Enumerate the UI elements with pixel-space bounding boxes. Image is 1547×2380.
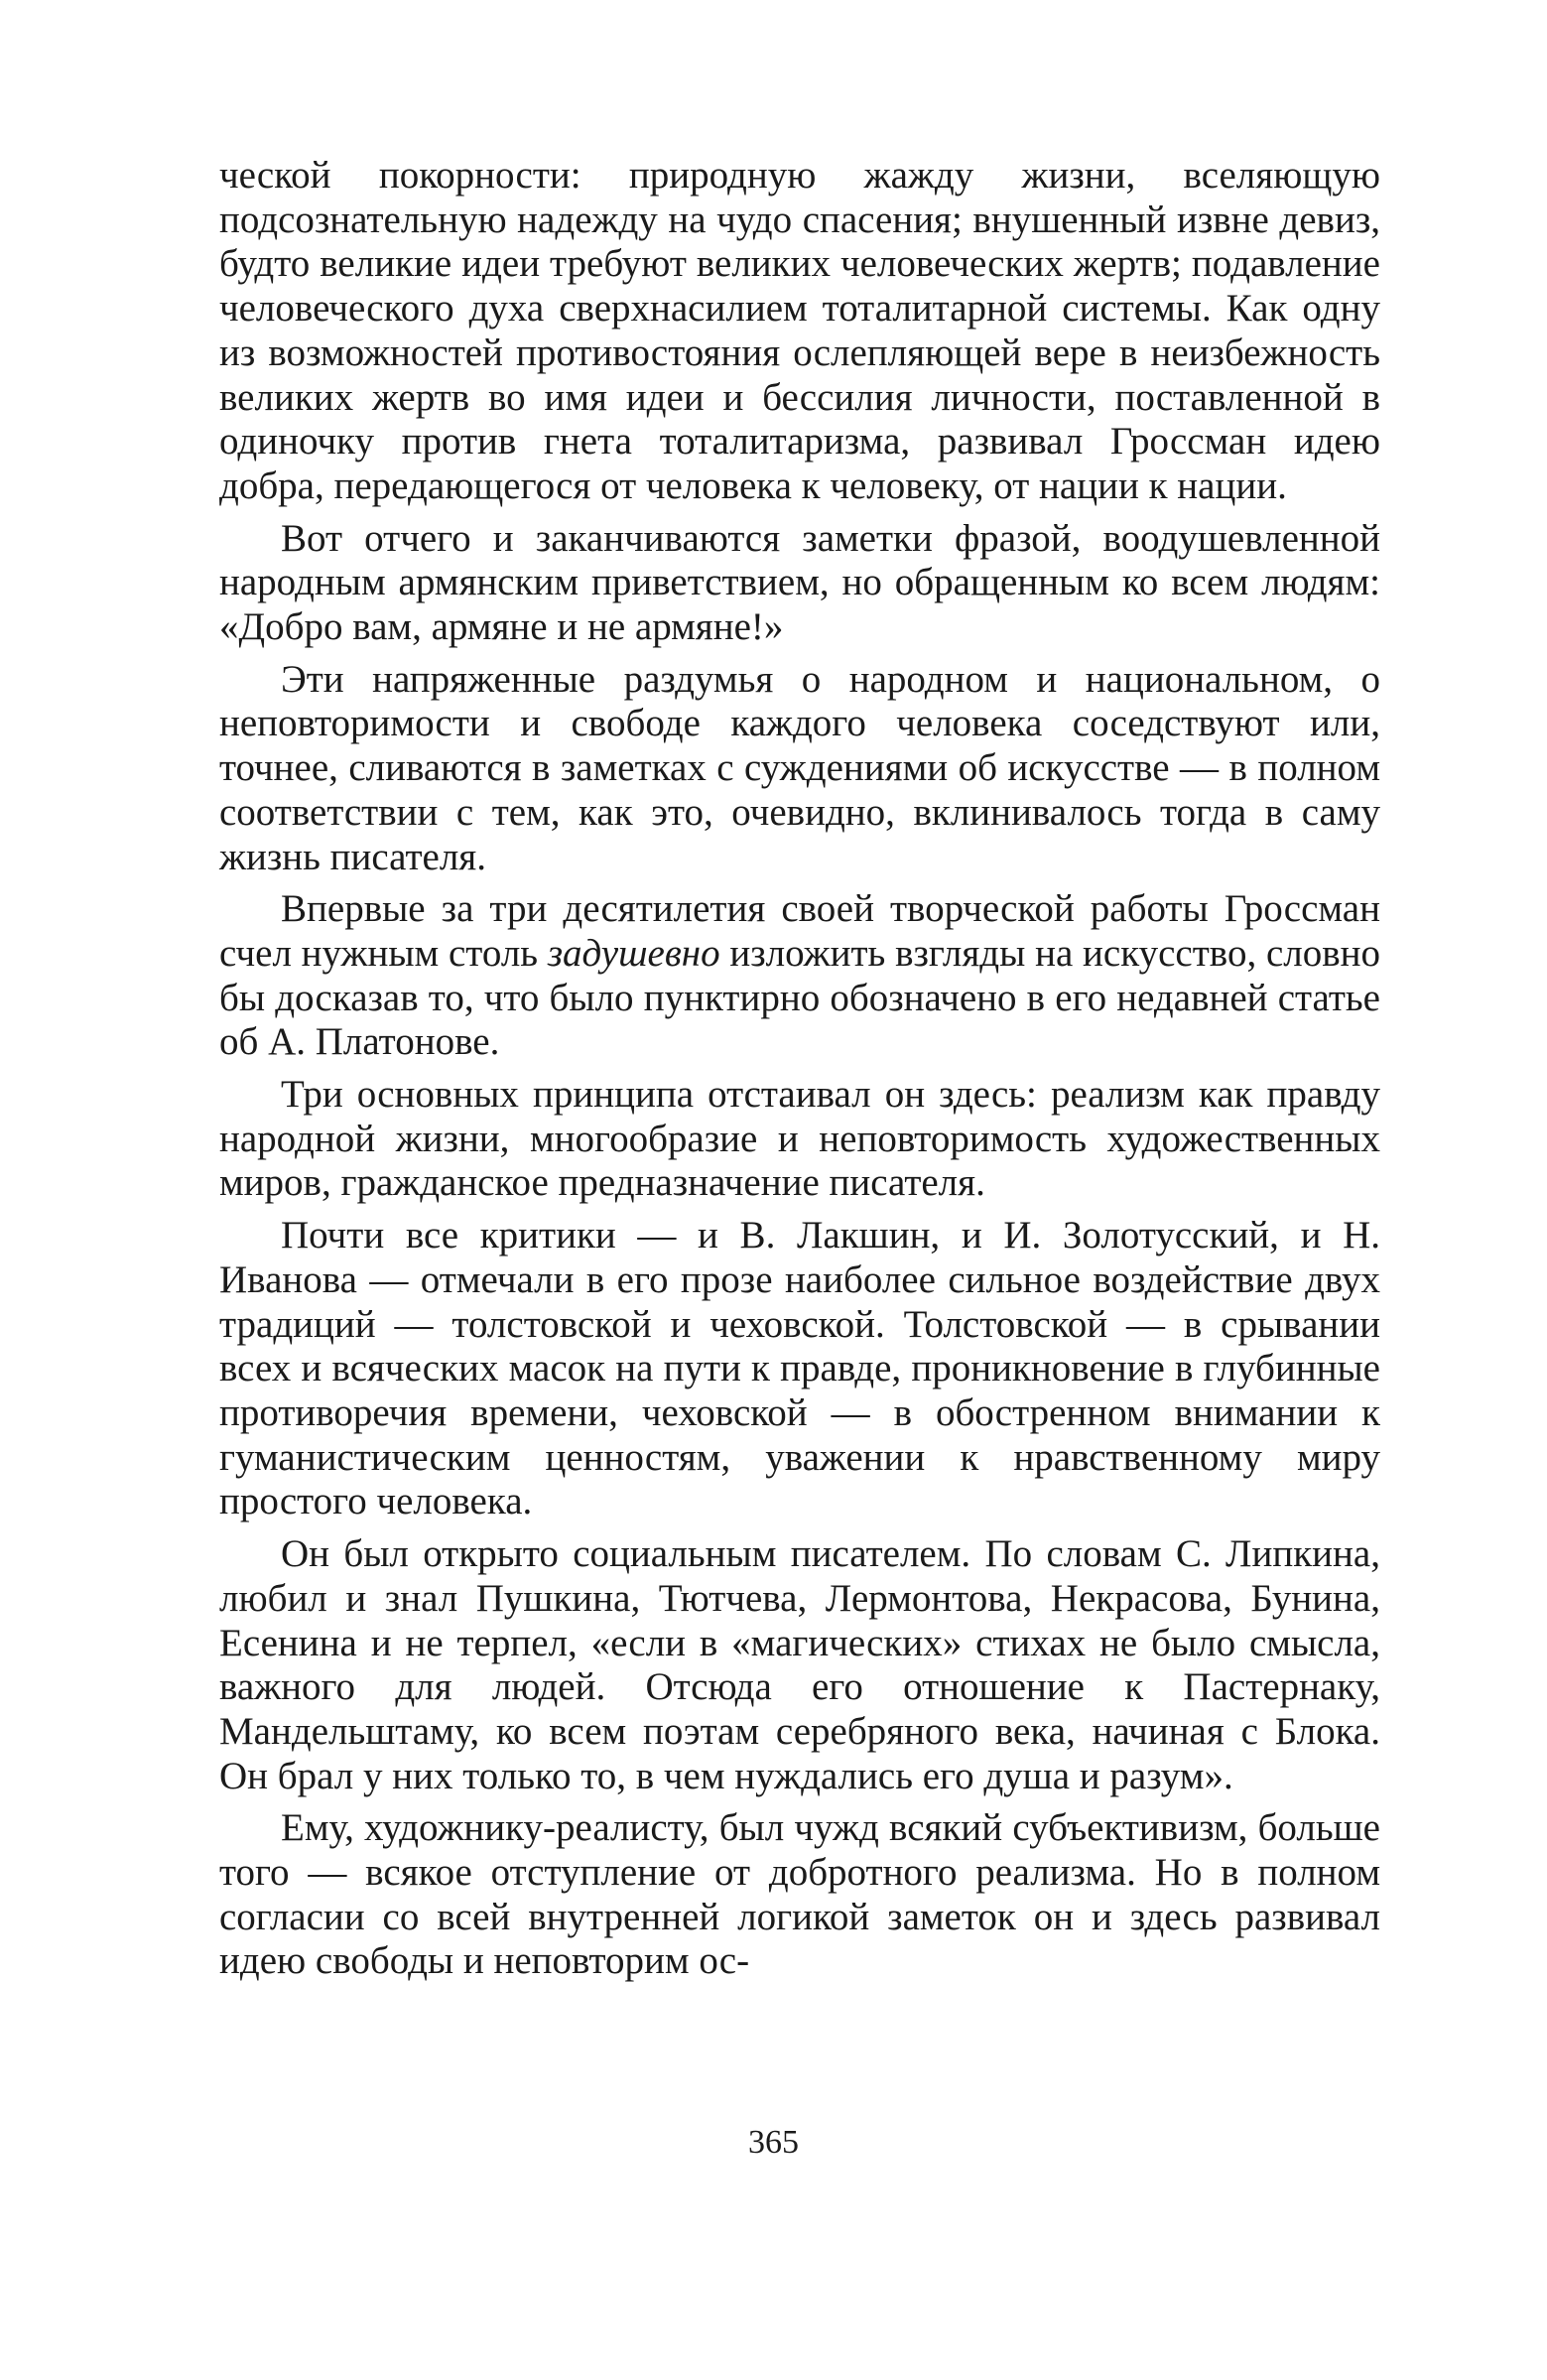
page-number: 365 xyxy=(748,2124,799,2161)
paragraph-4 xyxy=(219,887,1380,1065)
paragraph-7: Он был открыто социальным писателем. По словам С. Липкина, любил и знал Пушкина, Тютчева, Лермонтова, Некрасова, Бунина, Есенина и не терпел, «если в «магических» стихах не было смысла, важного для людей. Отсюда его отношение к Пастернаку, Мандельштаму, ко всем поэтам серебряного века, начиная с Блока. Он брал у них только то, в чем нуждались его душа и разум». xyxy=(219,1532,1380,1797)
paragraph-6: Почти все критики — и В. Лакшин, и И. Золотусский, и Н. Иванова — отмечали в его прозе наиболее сильное воздействие двух традиций — толстовской и чеховской. Толстовской — в срывании всех и всяческих масок на пути к правде, проникновение в глубинные противоречия времени, чеховской — в обостренном внимании к гуманистическим ценностям, уважении к нравственному миру простого человека. xyxy=(219,1214,1380,1523)
paragraph-4-italic: задушевно xyxy=(547,931,720,975)
paragraph-3: Эти напряженные раздумья о народном и национальном, о неповторимости и свободе каждого человека соседствуют или, точнее, сливаются в заметках с суждениями об искусстве — в полном соответствии с тем, как это, очевидно, вклинивалось тогда в саму жизнь писателя. xyxy=(219,657,1380,878)
paragraph-4-after: изложить взгляды на искусство, словно бы досказав то, что было пунктирно обозначено в его недавней статье об А. Платонове. xyxy=(219,931,1381,1064)
paragraph-4-before: Впервые за три десятилетия своей творческой работы Гроссман счел нужным столь xyxy=(219,887,1380,975)
paragraph-1: ческой покорности: природную жажду жизни, вселяющую подсознательную надежду на чудо спасения; внушенный извне девиз, будто великие идеи требуют великих человеческих жертв; подавление человеческого духа сверхнасилием тоталитарной системы. Как одну из возможностей противостояния ослепляющей вере в неизбежность великих жертв во имя идеи и бессилия личности, поставленной в одиночку против гнета тоталитаризма, развивал Гроссман идею добра, передающегося от человека к человеку, от нации к нации. xyxy=(219,154,1380,507)
page-body xyxy=(219,154,1380,1992)
paragraph-2: Вот отчего и заканчиваются заметки фразой, воодушевленной народным армянским приветствием, но обращенным ко всем людям: «Добро вам, армяне и не армяне!» xyxy=(219,516,1380,649)
paragraph-5: Три основных принципа отстаивал он здесь: реализм как правду народной жизни, многообразие и неповторимость художественных миров, гражданское предназначение писателя. xyxy=(219,1073,1380,1205)
paragraph-8: Ему, художнику-реалисту, был чужд всякий субъективизм, больше того — всякое отступление от добротного реализма. Но в полном согласии со всей внутренней логикой заметок он и здесь развивал идею свободы и неповторим ос- xyxy=(219,1806,1380,1983)
